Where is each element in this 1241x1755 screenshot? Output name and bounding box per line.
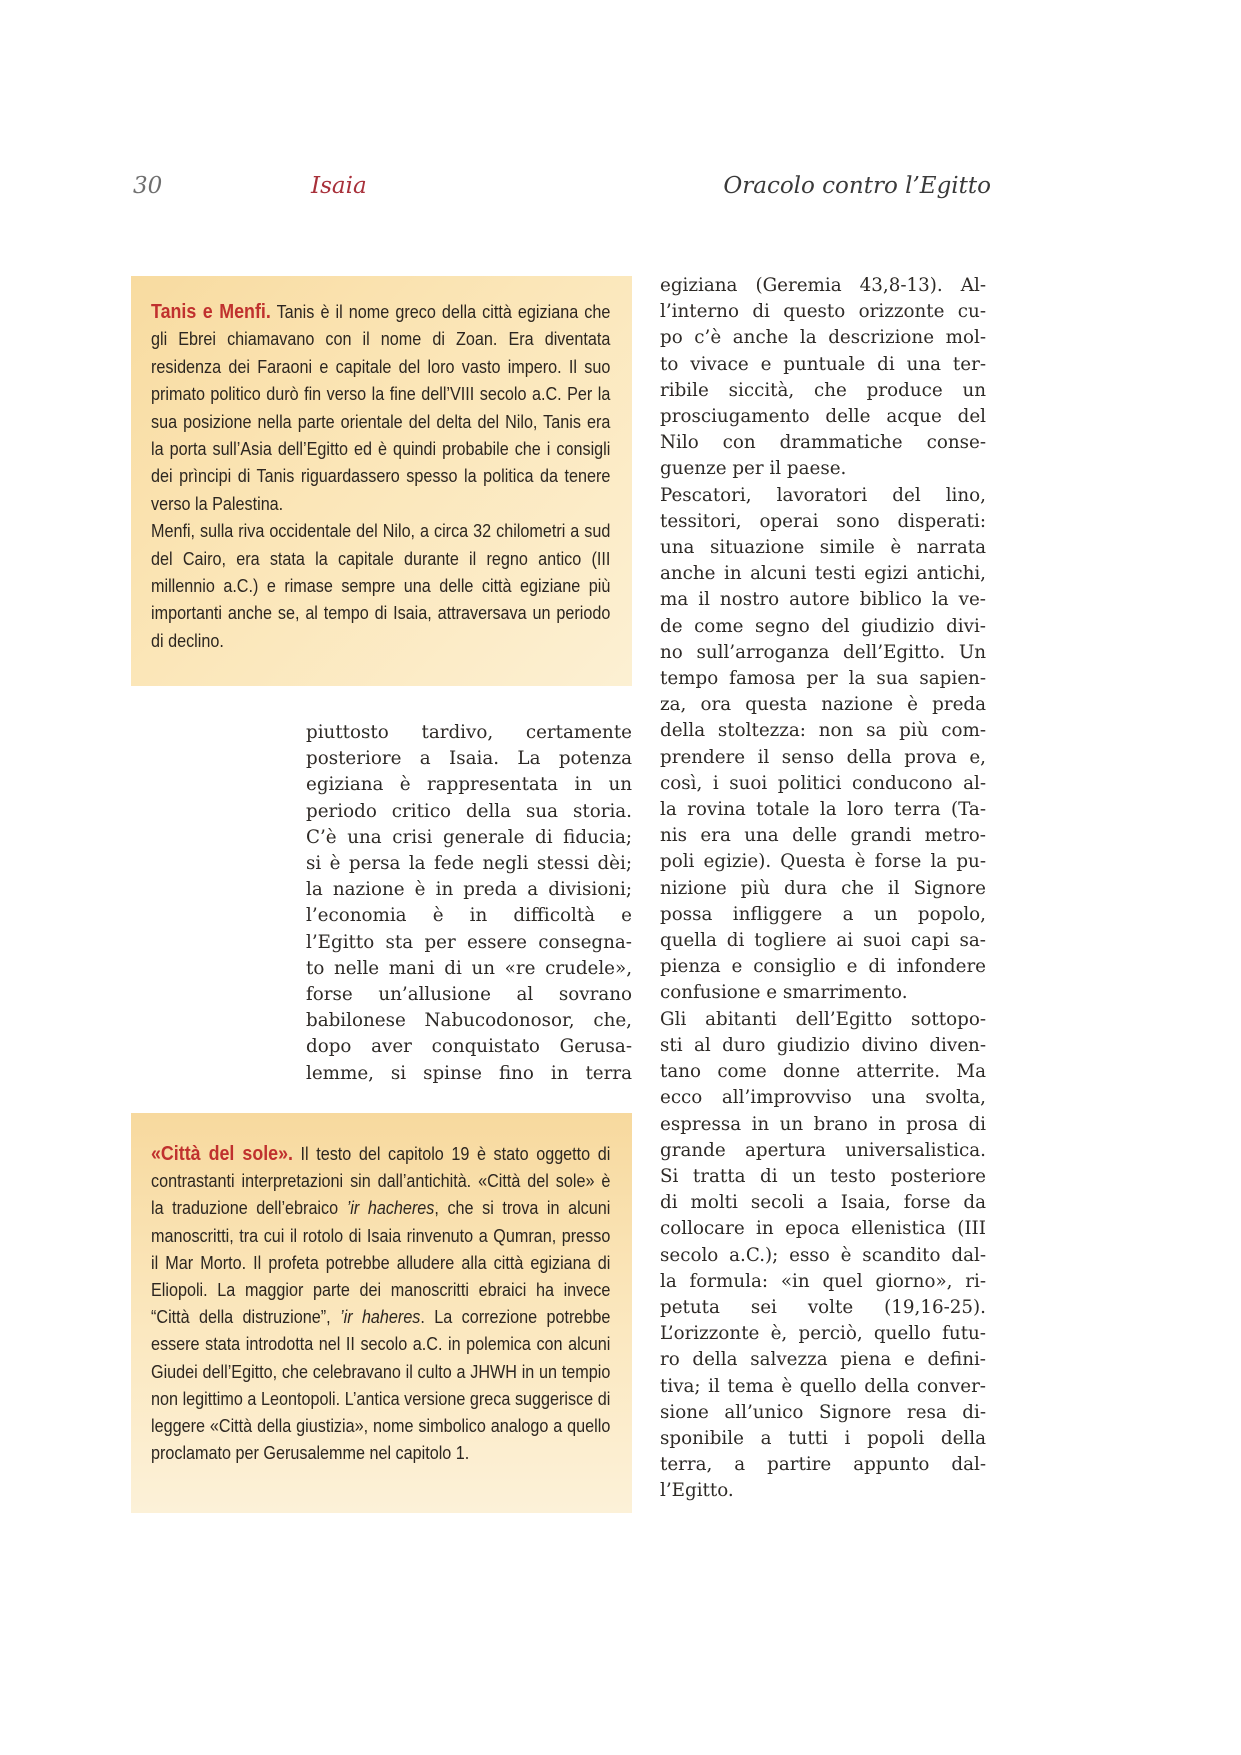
text-line: l’interno di questo orizzonte cu-: [660, 301, 986, 323]
sidebar-box-tanis-menfi: [131, 276, 632, 686]
text-line: tessitori, operai sono disperati:: [660, 510, 986, 532]
text-line: po c’è anche la descrizione mol-: [660, 327, 986, 349]
page-number: 30: [133, 173, 163, 199]
text-line: egiziana è rappresentata in un: [306, 774, 632, 796]
text-line: posteriore a Isaia. La potenza: [306, 748, 632, 770]
text-line: la nazione è in preda a divisioni;: [306, 879, 632, 901]
text-line: ro della salvezza piena e defini-: [660, 1349, 986, 1371]
right-paragraph: [660, 273, 986, 483]
right-paragraph: [660, 1007, 986, 1505]
text-line: collocare in epoca ellenistica (III: [660, 1218, 986, 1240]
text-line: anche in alcuni testi egizi antichi,: [660, 563, 986, 585]
middle-paragraph: [306, 720, 632, 1087]
text-line: nis era una delle grandi metro-: [660, 825, 986, 847]
text-line: poli egizie). Questa è forse la pu-: [660, 851, 986, 873]
text-line: secolo a.C.); esso è scandito dal-: [660, 1244, 986, 1266]
section-title: Oracolo contro l’Egitto: [723, 173, 991, 199]
text-line: piuttosto tardivo, certamente: [306, 722, 632, 743]
sidebar-box-citta-del-sole: [131, 1113, 632, 1513]
text-line: lemme, si spinse fino in terra: [306, 1062, 632, 1084]
text-line: Nilo con drammatiche conse-: [660, 432, 986, 454]
text-line: ribile siccità, che produce un: [660, 379, 986, 401]
text-line: tano come donne atterrite. Ma: [660, 1061, 986, 1083]
text-line: pienza e consiglio e di infondere: [660, 956, 986, 978]
text-line: periodo critico della sua storia.: [306, 800, 632, 822]
sidebar-text: Il testo del capitolo 19 è stato oggetto di contrastanti interpretazioni sin dall’antichità. «Città del sole» è la traduzione dell’ebraico: [151, 1143, 611, 1219]
text-line: to nelle mani di un «re crudele»,: [306, 957, 632, 979]
text-line: ma il nostro autore biblico la ve-: [660, 589, 986, 611]
text-line: prendere il senso della prova e,: [660, 746, 986, 768]
text-line: tiva; il tema è quello della conver-: [660, 1375, 986, 1397]
sidebar-box-text: [151, 298, 610, 654]
text-line: della stoltezza: non sa più com-: [660, 720, 986, 742]
text-line: di molti secoli a Isaia, forse da: [660, 1192, 986, 1214]
sidebar-box-title: Tanis e Menfi.: [151, 300, 271, 323]
text-line: egiziana (Geremia 43,8-13). Al-: [660, 275, 986, 296]
text-line: prosciugamento delle acque del: [660, 406, 986, 428]
text-line: za, ora questa nazione è preda: [660, 694, 986, 716]
sidebar-box-text: [151, 1140, 610, 1466]
middle-column: [306, 720, 632, 1087]
text-line: si è persa la fede negli stessi dèi;: [306, 853, 632, 875]
sidebar-text: Tanis è il nome greco della città egiziana che gli Ebrei chiamavano con il nome di Zoan. Era diventata residenza dei Faraoni e capitale del loro vasto impero. Il suo primato politico durò fin verso la fine dell’VIII secolo a.C. Per la sua posizione nella parte orientale del delta del Nilo, Tanis era la porta sull’Asia dell’Egitto ed è quindi probabile che i consigli dei prìncipi di Tanis riguardassero spesso la politica da tenere verso la Palestina.: [151, 301, 611, 514]
sidebar-paragraph: [151, 298, 610, 517]
text-line: Si tratta di un testo posteriore: [660, 1165, 986, 1187]
text-line: l’Egitto sta per essere consegna-: [306, 931, 632, 953]
text-line: grande apertura universalistica.: [660, 1139, 986, 1161]
sidebar-box-title: «Città del sole».: [151, 1142, 293, 1165]
right-paragraph: [660, 483, 986, 1007]
text-line: petuta sei volte (19,16-25).: [660, 1296, 986, 1318]
text-line: confusione e smarrimento.: [660, 982, 908, 1004]
text-line: no sull’arroganza dell’Egitto. Un: [660, 641, 986, 663]
text-line: C’è una crisi generale di fiducia;: [306, 826, 632, 848]
text-line: Pescatori, lavoratori del lino,: [660, 484, 986, 506]
right-column: [660, 273, 986, 1505]
sidebar-paragraph: Menfi, sulla riva occidentale del Nilo, a circa 32 chilometri a sud del Cairo, era stata la capitale durante il regno antico (III millennio a.C.) e rimase sempre una delle città egiziane più importanti anche se, al tempo di Isaia, attraversava un periodo di declino.: [151, 520, 611, 651]
text-line: ecco all’improvviso una svolta,: [660, 1087, 986, 1109]
sidebar-text: . La correzione potrebbe essere stata introdotta nel II secolo a.C. in polemica con alcuni Giudei dell’Egitto, che celebravano il culto a JHWH in un tempio non legittimo a Leontopoli. L’antica versione greca suggerisce di leggere «Città della giustizia», nome simbolico analogo a quello proclamato per Gerusalemme nel capitolo 1.: [151, 1306, 611, 1464]
text-line: L’orizzonte è, perciò, quello futu-: [660, 1323, 986, 1345]
text-line: terra, a partire appunto dal-: [660, 1454, 986, 1476]
text-line: forse un’allusione al sovrano: [306, 984, 632, 1006]
text-line: sti al duro giudizio divino diven-: [660, 1034, 986, 1056]
text-line: to vivace e puntuale di una ter-: [660, 353, 986, 375]
hebrew-term: ’ir hacheres: [346, 1197, 435, 1219]
text-line: de come segno del giudizio divi-: [660, 615, 986, 637]
text-line: babilonese Nabucodonosor, che,: [306, 1010, 632, 1032]
text-line: possa infliggere a un popolo,: [660, 903, 986, 925]
sidebar-text: , che si trova in alcuni manoscritti, tra cui il rotolo di Isaia rinvenuto a Qumran, presso il Mar Morto. Il profeta potrebbe alludere alla città egiziana di Eliopoli. La maggior parte dei manoscritti ebraici ha invece “Città della distruzione”,: [151, 1197, 611, 1328]
text-line: quella di togliere ai suoi capi sa-: [660, 930, 986, 952]
running-header: [0, 170, 1241, 210]
text-line: dopo aver conquistato Gerusa-: [306, 1036, 632, 1058]
text-line: l’economia è in difficoltà e: [306, 905, 632, 927]
text-line: l’Egitto.: [660, 1480, 734, 1502]
text-line: la rovina totale la loro terra (Ta-: [660, 799, 986, 821]
text-line: guenze per il paese.: [660, 458, 847, 480]
text-line: sione all’unico Signore resa di-: [660, 1401, 986, 1423]
text-line: così, i suoi politici conducono al-: [660, 772, 986, 794]
text-line: una situazione simile è narrata: [660, 537, 986, 559]
book-title: Isaia: [311, 173, 367, 199]
text-line: Gli abitanti dell’Egitto sottopo-: [660, 1008, 986, 1030]
text-line: la formula: «in quel giorno», ri-: [660, 1270, 986, 1292]
sidebar-paragraph: [151, 1140, 610, 1466]
text-line: sponibile a tutti i popoli della: [660, 1427, 986, 1449]
text-line: espressa in un brano in prosa di: [660, 1113, 986, 1135]
text-line: nizione più dura che il Signore: [660, 877, 986, 899]
text-line: tempo famosa per la sua sapien-: [660, 668, 986, 690]
hebrew-term: ’ir haheres: [340, 1306, 421, 1328]
